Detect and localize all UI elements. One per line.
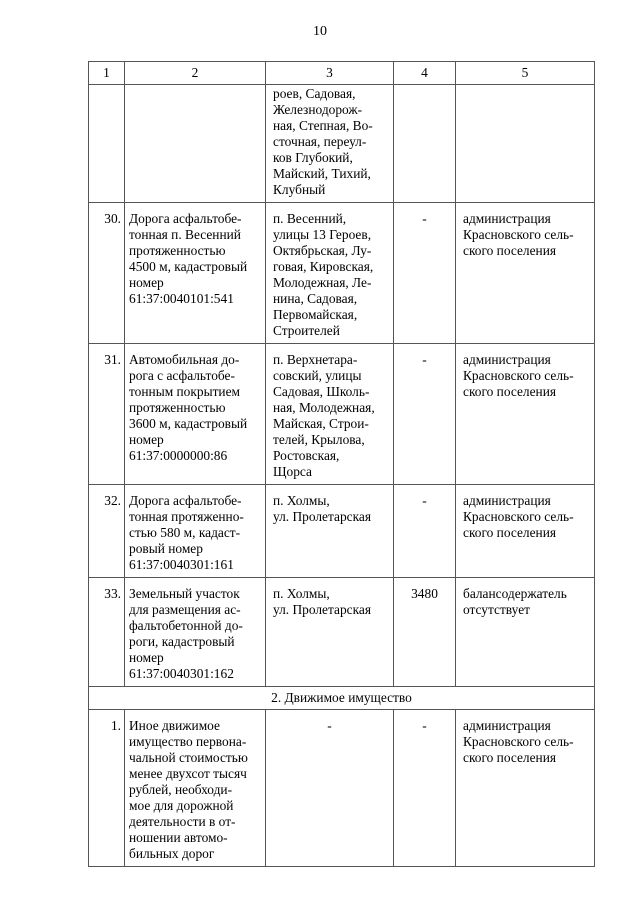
object-holder: администрация Красновского сель- ского поселения	[456, 485, 595, 578]
property-table	[88, 61, 595, 867]
object-location: п. Весенний, улицы 13 Героев, Октябрьская, Лу- говая, Кировская, Молодежная, Ле- нина, Садовая, Первомайская, Строителей	[266, 203, 394, 344]
table-row	[89, 85, 595, 203]
header-cell-5: 5	[456, 62, 595, 85]
header-cell-1: 1	[89, 62, 125, 85]
object-name: Дорога асфальтобе- тонная п. Весенний протяженностью 4500 м, кадастровый номер 61:37:0040101:541	[125, 203, 266, 344]
object-area: -	[394, 710, 456, 867]
object-location: п. Холмы, ул. Пролетарская	[266, 578, 394, 687]
object-location: п. Верхнетара- совский, улицы Садовая, Школь- ная, Молодежная, Майская, Строи- телей, Крылова, Ростовская, Щорса	[266, 344, 394, 485]
object-name: Иное движимое имущество первона- чальной стоимостью менее двухсот тысяч рублей, необходи- мое для дорожной деятельности в от- ношении автомо- бильных дорог	[125, 710, 266, 867]
object-name: Земельный участок для размещения ас- фальтобетонной до- роги, кадастровый номер 61:37:0040301:162	[125, 578, 266, 687]
section-title: 2. Движимое имущество	[89, 687, 595, 710]
object-area: -	[394, 344, 456, 485]
object-holder: балансодержатель отсутствует	[456, 578, 595, 687]
object-location: -	[266, 710, 394, 867]
page-number: 10	[313, 24, 327, 39]
object-name	[125, 85, 266, 203]
row-number: 32.	[89, 485, 125, 578]
object-holder: администрация Красновского сель- ского поселения	[456, 203, 595, 344]
row-number: 31.	[89, 344, 125, 485]
header-cell-2: 2	[125, 62, 266, 85]
table-row	[89, 710, 595, 867]
object-area	[394, 85, 456, 203]
object-holder: администрация Красновского сель- ского поселения	[456, 344, 595, 485]
row-number: 30.	[89, 203, 125, 344]
object-name: Дорога асфальтобе- тонная протяженно- стью 580 м, кадаст- ровый номер 61:37:0040301:161	[125, 485, 266, 578]
object-area: -	[394, 203, 456, 344]
object-location: роев, Садовая, Железнодорож- ная, Степная, Во- сточная, переул- ков Глубокий, Майский, Тихий, Клубный	[266, 85, 394, 203]
object-area: 3480	[394, 578, 456, 687]
object-location: п. Холмы, ул. Пролетарская	[266, 485, 394, 578]
table-row	[89, 344, 595, 485]
table-row	[89, 203, 595, 344]
table-row	[89, 485, 595, 578]
row-number: 1.	[89, 710, 125, 867]
header-cell-4: 4	[394, 62, 456, 85]
section-row	[89, 687, 595, 710]
row-number: 33.	[89, 578, 125, 687]
object-holder: администрация Красновского сель- ского поселения	[456, 710, 595, 867]
row-number	[89, 85, 125, 203]
table-header-row	[89, 62, 595, 85]
object-holder	[456, 85, 595, 203]
object-name: Автомобильная до- рога с асфальтобе- тонным покрытием протяженностью 3600 м, кадастровый номер 61:37:0000000:86	[125, 344, 266, 485]
header-cell-3: 3	[266, 62, 394, 85]
table-row	[89, 578, 595, 687]
object-area: -	[394, 485, 456, 578]
